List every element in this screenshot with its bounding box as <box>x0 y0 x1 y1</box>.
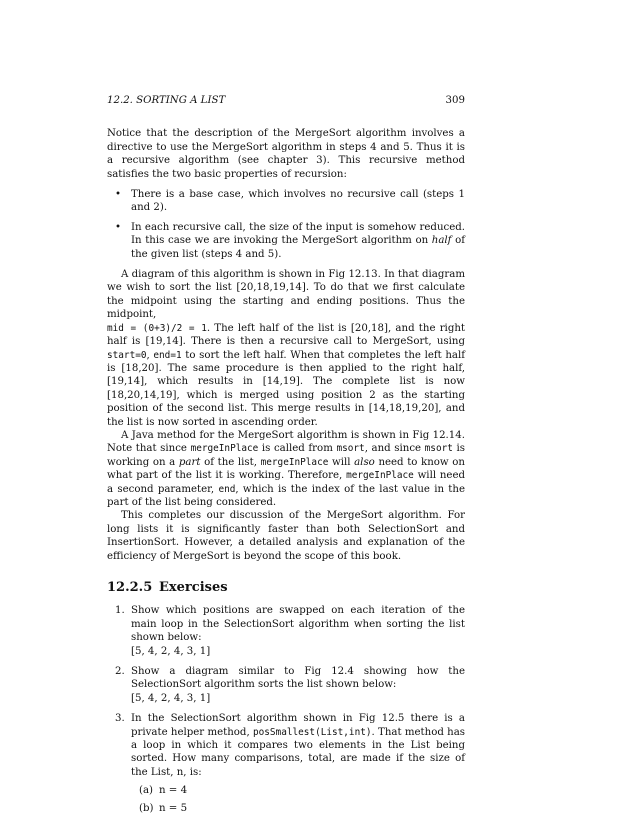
page <box>107 94 465 822</box>
section-number: 12.2.5 <box>107 580 153 595</box>
recursion-properties-list <box>107 188 465 261</box>
code-snippet: mergeInPlace <box>260 456 329 468</box>
sub-question: (a) n = 4 <box>139 785 188 797</box>
java-method-paragraph: A Java method for the MergeSort algorithm is shown in Fig 12.14. Note that since mergeInPlace is called from msort, and since msort is working on a part of the list, mergeInPlace will also need to know on what part of the list it is working. Therefore, mergeInPlace will need a second parameter, end, which is the index of the last value in the part of the list being considered. <box>107 429 466 508</box>
code-snippet: msort <box>336 443 365 455</box>
list-item: • In each recursive call, the size of the input is somehow reduced. In this case we are invoking the MergeSort algorithm on half of the given list (steps 4 and 5). <box>107 221 465 261</box>
exercise-item: 2. Show a diagram similar to Fig 12.4 showing how the SelectionSort algorithm sorts the list shown below: [5, 4, 2, 4, 3, 1] <box>115 666 465 704</box>
sub-question: (b) n = 5 <box>139 802 188 814</box>
exercises-list <box>107 604 465 815</box>
intro-paragraph: Notice that the description of the MergeSort algorithm involves a directive to use the MergeSort algorithm in steps 4 and 5. Thus it is a recursive algorithm (see chapter 3). This recursive method satisfies the two basic properties of recursion: <box>107 128 465 180</box>
section-title: Exercises <box>159 580 228 595</box>
code-snippet: start=0 <box>107 349 147 361</box>
sub-question-list <box>131 784 465 815</box>
section-heading <box>107 581 465 594</box>
diagram-paragraph: A diagram of this algorithm is shown in Fig 12.13. In that diagram we wish to sort the list [20,18,19,14]. To do that we first calculate the midpoint using the starting and ending positions. Thus the midpoint, mid = (0+3)/2 = 1. The left half of the list is [20,18], and the right half is [19,14]. There is then a recursive call to MergeSort, using start=0, end=1 to sort the left half. When that completes the left half is [18,20]. The same procedure is then applied to the right half, [19,14], which results in [14,19]. The complete list is now [18,20,14,19], which is merged using position 2 as the starting position of the second list. This merge results in [14,18,19,20], and the list is now sorted in ascending order. <box>107 269 466 428</box>
code-snippet: end=1 <box>153 349 182 361</box>
conclusion-paragraph: This completes our discussion of the MergeSort algorithm. For long lists it is significantly faster than both SelectionSort and InsertionSort. However, a detailed analysis and explanation of the efficiency of MergeSort is beyond the scope of this book. <box>107 510 465 562</box>
code-snippet: mid = (0+3)/2 = 1 <box>107 322 207 334</box>
code-snippet: mergeInPlace <box>346 470 414 482</box>
exercise-item: 1. Show which positions are swapped on each iteration of the main loop in the SelectionSort algorithm when sorting the list shown below: [5, 4, 2, 4, 3, 1] <box>115 605 465 657</box>
code-snippet: mergeInPlace <box>190 443 259 455</box>
exercise-item: 3. In the SelectionSort algorithm shown in Fig 12.5 there is a private helper method, posSmallest(List,int). That method has a loop in which it compares two elements in the List being sorted. How many comparisons, total, are made if the size of the List, n, is: (a) n = 4 (b) n = 5 <box>115 713 466 814</box>
list-item: • There is a base case, which involves no recursive call (steps 1 and 2). <box>107 188 465 215</box>
page-number: 309 <box>445 95 465 106</box>
running-section-title: 12.2. SORTING A LIST <box>107 95 226 106</box>
exercise-list-value: [5, 4, 2, 4, 3, 1] <box>131 692 211 704</box>
code-snippet: msort <box>424 443 453 455</box>
exercise-list-value: [5, 4, 2, 4, 3, 1] <box>131 645 211 657</box>
running-header <box>107 94 465 107</box>
code-snippet: posSmallest(List,int) <box>252 726 372 738</box>
code-snippet: end <box>218 483 236 495</box>
